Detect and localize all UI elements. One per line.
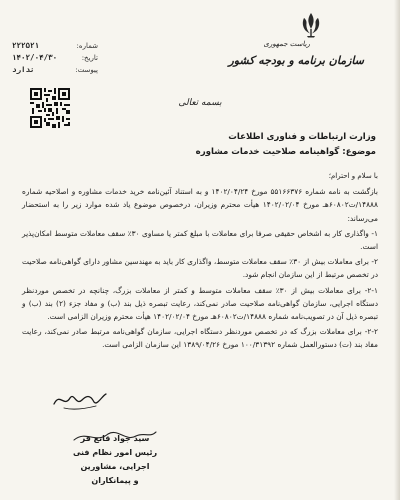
signatory-name: سید جواد قانع فر [80, 434, 150, 443]
letter-meta [12, 40, 98, 76]
addressee: وزارت ارتباطات و فناوری اطلاعات [228, 132, 376, 142]
signatory-block [60, 432, 170, 488]
letterhead [214, 10, 384, 72]
signatory-title-cont: و پیمانکاران [91, 476, 139, 485]
letter-date: ۱۴۰۲/۰۴/۳۰ [12, 53, 58, 62]
meta-number-row [12, 40, 98, 52]
letter-date-label: تاریخ: [81, 54, 98, 62]
organization-name: سازمان برنامه و بودجه کشور [228, 54, 364, 67]
body-paragraph: بازگشت به نامه شماره ۵۵۱۶۶۳۷۶ مورخ ۱۴۰۲/۰۴/۲۴ و به استناد آئین‌نامه خرید خدمات مشاوره و اصلاحیه شماره ۱۴۸۸۸/ت۶۰۸۰۲هـ مورخ ۱۴۰۲/۰۲/۰۴ هیأت محترم وزیران، درخصوص موضوع یاد شده موارد زیر را به استحضار می‌رساند: [22, 187, 378, 223]
qr-code-icon [30, 88, 70, 128]
body-paragraph: ۲-۱- برای معاملات بیش از ۳۰٪ سقف معاملات متوسط و کمتر از معاملات بزرگ، چنانچه در تخصص مورد‌نظر دستگاه اجرایی، سازمان گواهی‌نامه صلاحیت صادر نمی‌کند، رعایت تبصره ذیل بند (ب) و مفاد جزء (۲) بند (ب) و تبصره ذیل آن در تصویب‌نامه شماره ۱۴۸۸۸/ت۶۰۸۰۲هـ مورخ ۱۴۰۲/۰۲/۰۴ هیأت محترم وزیران الزامی است. [22, 285, 379, 322]
presidency-label: ریاست جمهوری [263, 40, 310, 48]
handwritten-signature [50, 386, 110, 412]
body-paragraph: ۲- برای معاملات بیش از ۳۰٪ سقف معاملات متوسط، واگذاری کار باید به مهندسین مشاور دارای گواهی‌نامه صلاحیت در تخصص مرتبط از این سازمان انجام شود. [22, 257, 378, 280]
letter-attachment: ندارد [12, 65, 35, 74]
iran-emblem-icon [296, 10, 326, 40]
letter-attachment-label: پیوست: [75, 66, 98, 74]
meta-date-row [12, 52, 98, 64]
meta-attachment-row [12, 64, 98, 76]
subject-line: موضوع: گواهینامه صلاحیت خدمات مشاوره [195, 147, 376, 157]
letter-body [22, 170, 378, 354]
signatory-title: رئیس امور نظام فنی اجرایی، مشاورین [72, 448, 158, 471]
scan-edge-shadow [394, 0, 400, 500]
body-paragraph: ۲-۲- برای معاملات بزرگ که در تخصص موردنظر دستگاه اجرایی، سازمان گواهی‌نامه مرتبط صادر نمی‌کند، رعایت مفاد بند (ت) دستورالعمل شماره ۱۰۰/۳۱۳۹۲ مورخ ۱۳۸۹/۰۴/۲۶ این سازمان الزامی است. [22, 327, 378, 350]
letter-number: ۲۲۲۵۲۱ [12, 41, 40, 50]
invocation-heading: بسمه تعالی [178, 98, 222, 108]
body-paragraph: ۱- واگذاری کار به اشخاص حقیقی صرفا برای معاملات با مبلغ کمتر یا مساوی ۳۰٪ سقف معاملات متوسط امکان‌پذیر است. [22, 228, 378, 252]
recipient-block [36, 130, 376, 160]
greeting: با سلام و احترام؛ [328, 172, 378, 180]
letter-number-label: شماره: [76, 42, 98, 50]
